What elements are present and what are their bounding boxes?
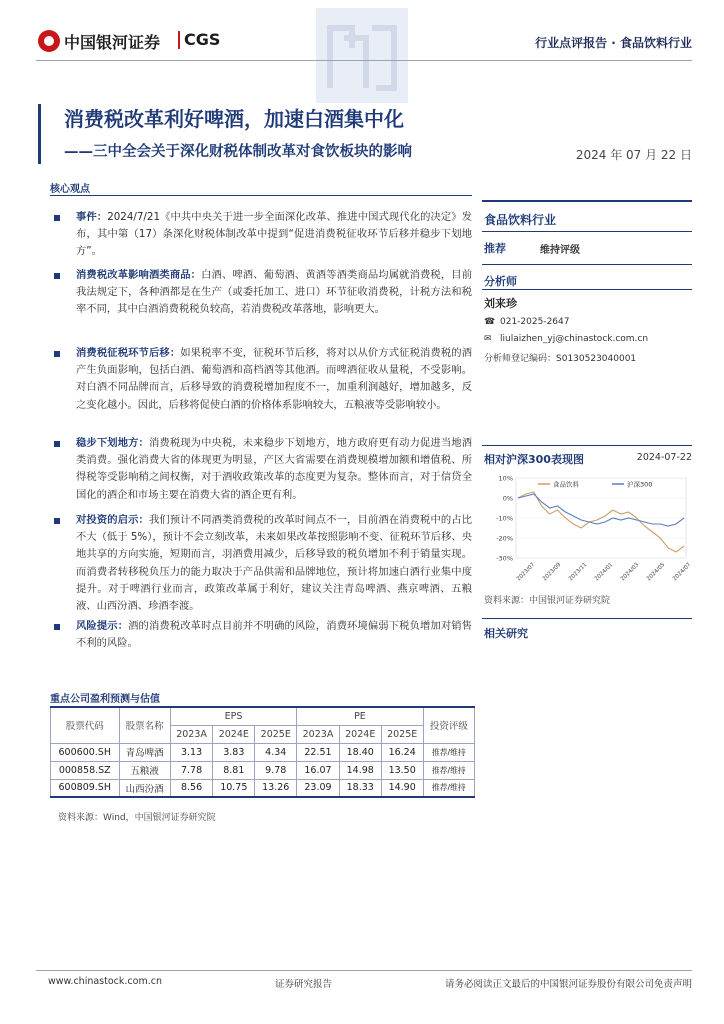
chart-legend-label: 食品饮料 <box>553 480 579 489</box>
estimates-table <box>50 706 475 798</box>
col-code: 股票代码 <box>51 707 120 743</box>
chart-date: 2024-07-22 <box>636 452 692 463</box>
company-name: 中国银河证券 <box>64 33 161 52</box>
chart-x-tick-label: 2023/07 <box>515 561 537 583</box>
sidebar-top-divider <box>482 200 692 202</box>
chart-x-tick-label: 2023/09 <box>541 561 563 583</box>
bullet-body: 2024/7/21《中共中央关于进一步全面深化改革、推进中国式现代化的决定》发布，其中第（17）条深化财税体制改革中提到“促进消费税征收环节后移并稳步下划地方”。 <box>76 211 473 258</box>
cell-pe: 16.24 <box>381 743 423 761</box>
chart-x-tick-label: 2024/07 <box>671 561 692 583</box>
title-accent-bar <box>38 104 41 164</box>
col-year: 2024E <box>339 725 381 743</box>
bullet-local-transfer <box>54 435 472 504</box>
col-year: 2023A <box>170 725 213 743</box>
bullet-square-icon <box>54 215 60 221</box>
footer-website[interactable]: www.chinastock.com.cn <box>48 976 162 987</box>
bullet-risk <box>54 618 472 652</box>
bullet-head: 消费税改革影响酒类商品： <box>76 269 202 281</box>
chart-legend-label: 沪深300 <box>627 480 653 489</box>
bullet-body: 我们预计不同酒类消费税的改革时间点不一，目前酒在消费税中的占比不大（低于 5%），预计不会立刻改革，未来如果改革按照影响不变、征税环节后移、央地共享的方向实施，短期而言，羽酒费用减少，后移导致的税负增加不利于销量实现。而消费者转移税负压力的能力取决于产品供需和品牌地位，预计将加速白酒行业集中度提升。对于啤酒行业而言，政策改革属于利好，建议关注青岛啤酒、燕京啤酒、五粮液、山西汾酒、珍酒李渡。 <box>76 514 473 613</box>
company-abbr: CGS <box>184 30 221 49</box>
bullet-liquor-impact <box>54 267 472 319</box>
bullet-body: 消费税现为中央税，未来稳步下划地方，地方政府更有动力促进当地酒类消费。强化消费大省的体现更为明显，产区大省需要在消费规模增加额和增值税、所得税等受影响稍之间权衡，对于酒收政策改革的态度更为复杂。整体而言，对于信贷全国化的酒企和市场主要在消费大省的酒企更有利。 <box>76 437 473 501</box>
cell-pe: 18.33 <box>339 779 381 797</box>
chart-x-tick-label: 2024/03 <box>619 561 641 583</box>
chart-y-tick-label: -30% <box>496 554 513 563</box>
chart-series-line-0 <box>518 492 684 552</box>
cell-rating: 推荐/维持 <box>423 743 474 761</box>
cell-rating: 推荐/维持 <box>423 779 474 797</box>
cell-pe: 14.98 <box>339 761 381 779</box>
col-pe: PE <box>297 707 423 725</box>
cell-eps: 4.34 <box>255 743 297 761</box>
sidebar-divider <box>482 618 692 619</box>
bullet-stage-shift <box>54 345 472 414</box>
sidebar-divider <box>482 264 692 265</box>
bullet-body: 白酒、啤酒、葡萄酒、黄酒等酒类商品均属就消费税，目前我法规定下，各种酒都是在生产（或委托加工、进口）环节征收消费税，计税方法和税率不同，其中白酒消费税税负较高，若消费税改革落地，影响更大。 <box>76 269 472 316</box>
table-row <box>51 761 475 779</box>
sidebar-industry: 食品饮料行业 <box>484 213 557 227</box>
chart-x-tick-label: 2024/01 <box>593 561 615 583</box>
col-year: 2023A <box>297 725 340 743</box>
cell-name: 青岛啤酒 <box>119 743 170 761</box>
phone-icon: ☎ <box>484 317 496 327</box>
email-icon: ✉ <box>484 334 492 344</box>
bullet-square-icon <box>54 441 60 447</box>
bullet-head: 事件： <box>76 211 108 223</box>
cell-eps: 10.75 <box>213 779 255 797</box>
chart-title: 相对沪深300表现图 <box>484 453 584 466</box>
col-rating: 投资评级 <box>423 707 474 743</box>
cell-rating: 推荐/维持 <box>423 761 474 779</box>
report-title: 消费税改革利好啤酒，加速白酒集中化 <box>64 107 404 131</box>
cell-eps: 3.13 <box>170 743 213 761</box>
bullet-head: 消费税征税环节后移： <box>76 347 181 359</box>
cell-eps: 7.78 <box>170 761 213 779</box>
bullet-event <box>54 209 472 261</box>
table-row <box>51 743 475 761</box>
chart-x-tick-label: 2023/11 <box>567 561 589 583</box>
bullet-square-icon <box>54 624 60 630</box>
footer-disclaimer: 请务必阅读正文最后的中国银河证券股份有限公司免责声明 <box>444 979 692 990</box>
cell-eps: 13.26 <box>255 779 297 797</box>
cell-pe: 23.09 <box>297 779 340 797</box>
bullet-body: 酒的消费税改革时点目前并不明确的风险，消费环境偏弱下税负增加对销售不利的风险。 <box>76 620 473 650</box>
cell-eps: 9.78 <box>255 761 297 779</box>
analyst-phone: 021-2025-2647 <box>500 317 570 327</box>
cell-name: 山西汾酒 <box>119 779 170 797</box>
sidebar-divider <box>482 445 692 446</box>
bullet-head: 对投资的启示： <box>76 514 149 526</box>
chart-source: 资料来源：中国银河证券研究院 <box>484 596 611 606</box>
sidebar-divider <box>482 231 692 232</box>
analyst-phone-row <box>484 317 569 327</box>
logo-divider <box>178 31 180 49</box>
footer-divider <box>36 970 692 971</box>
col-year: 2025E <box>255 725 297 743</box>
footer-center: 证券研究报告 <box>275 979 333 990</box>
table-row <box>51 779 475 797</box>
chart-y-tick-label: 10% <box>498 474 513 483</box>
bullet-square-icon <box>54 273 60 279</box>
cell-name: 五粮液 <box>119 761 170 779</box>
col-eps: EPS <box>170 707 296 725</box>
recommendation-value: 维持评级 <box>540 245 580 256</box>
bullet-body: 如果税率不变，征税环节后移，将对以从价方式征税消费税的酒产生负面影响，包括白酒、葡萄酒和高档酒等其他酒。而啤酒征收从量税，不受影响。对白酒不同品牌而言，后移导致的消费税增加程度不一，加重利润越好，增加越多，反之变化越小。因此，后移将促使白酒的价格体系影响较大，五粮液等受影响较小。 <box>76 347 473 411</box>
analyst-label: 分析师 <box>484 275 517 288</box>
report-subtitle: ——三中全会关于深化财税体制改革对食饮板块的影响 <box>64 144 412 160</box>
analyst-email[interactable]: liulaizhen_yj@chinastock.com.cn <box>500 334 649 344</box>
chart-y-tick-label: -10% <box>496 514 513 523</box>
col-name: 股票名称 <box>119 707 170 743</box>
table-source: 资料来源：Wind，中国银河证券研究院 <box>58 813 216 823</box>
chart-y-tick-label: -20% <box>496 534 513 543</box>
report-date: 2024 年 07 月 22 日 <box>575 148 692 162</box>
relative-performance-chart <box>482 466 692 588</box>
cell-pe: 22.51 <box>297 743 340 761</box>
col-year: 2025E <box>381 725 423 743</box>
recommendation-label: 推荐 <box>484 242 506 255</box>
cell-code: 600809.SH <box>51 779 120 797</box>
cell-pe: 14.90 <box>381 779 423 797</box>
cell-eps: 8.56 <box>170 779 213 797</box>
cell-pe: 13.50 <box>381 761 423 779</box>
col-year: 2024E <box>213 725 255 743</box>
company-logo-icon <box>38 30 60 52</box>
cell-code: 000858.SZ <box>51 761 120 779</box>
cell-pe: 16.07 <box>297 761 340 779</box>
chart-y-tick-label: 0% <box>502 494 513 503</box>
analyst-email-row <box>484 334 648 344</box>
cell-eps: 3.83 <box>213 743 255 761</box>
bullet-square-icon <box>54 351 60 357</box>
table-title: 重点公司盈利预测与估值 <box>50 694 160 705</box>
core-view-divider <box>50 195 472 196</box>
cell-code: 600600.SH <box>51 743 120 761</box>
header-divider <box>36 60 692 61</box>
bullet-head: 稳步下划地方： <box>76 437 149 449</box>
bullet-square-icon <box>54 518 60 524</box>
bullet-head: 风险提示： <box>76 620 129 632</box>
chart-x-tick-label: 2024/05 <box>645 561 667 583</box>
core-view-label: 核心观点 <box>50 184 90 195</box>
cell-pe: 18.40 <box>339 743 381 761</box>
analyst-name: 刘来珍 <box>484 297 517 310</box>
cgs-watermark-icon <box>316 8 408 103</box>
bullet-investment <box>54 512 472 615</box>
cell-eps: 8.81 <box>213 761 255 779</box>
sidebar-divider <box>482 289 692 290</box>
analyst-cert: 分析师登记编码：S0130523040001 <box>484 354 637 364</box>
report-type: 行业点评报告 · 食品饮料行业 <box>535 36 692 50</box>
chart-series-line-1 <box>518 494 684 526</box>
related-research-label: 相关研究 <box>484 627 528 640</box>
